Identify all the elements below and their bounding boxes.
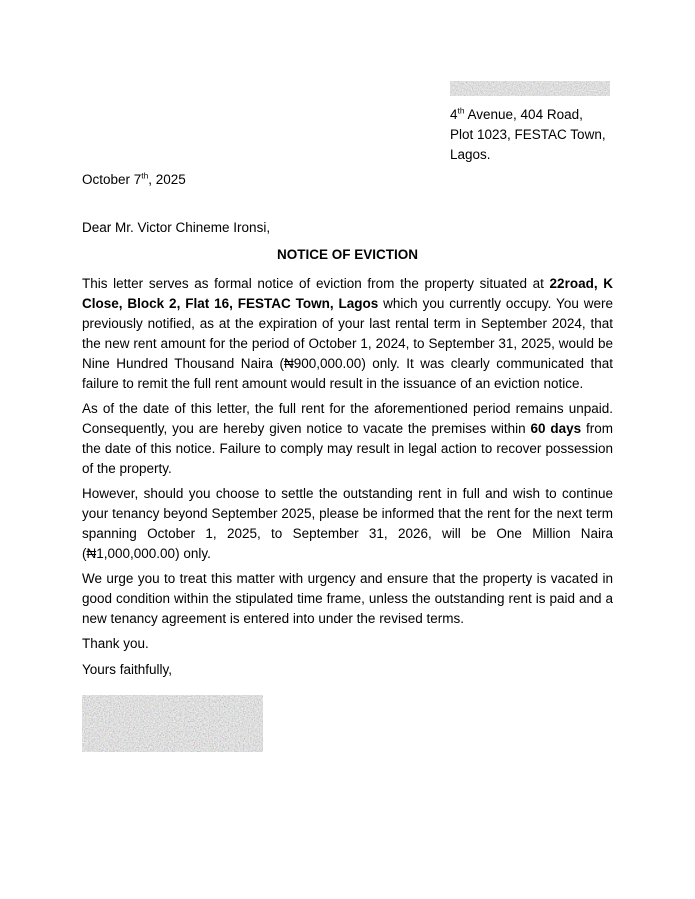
redacted-letterhead-stamp xyxy=(450,81,610,96)
redacted-signature-block xyxy=(82,695,263,752)
body-paragraph-3: However, should you choose to settle the outstanding rent in full and wish to continue your tenancy beyond September 2025, please be informed that the rent for the next term spanning October 1, 2025, to September 31, 2026, will be One Million Naira (₦1,000,000.00) only. xyxy=(82,486,613,561)
sender-address-line-1: 4th Avenue, 404 Road, xyxy=(450,105,583,122)
letter-title: NOTICE OF EVICTION xyxy=(276,247,418,262)
sender-address-line-3: Lagos. xyxy=(450,147,491,162)
salutation: Dear Mr. Victor Chineme Ironsi, xyxy=(82,220,271,235)
letter-date: October 7th, 2025 xyxy=(82,170,186,187)
closing-thanks: Thank you. xyxy=(82,636,149,651)
sender-address-line-2: Plot 1023, FESTAC Town, xyxy=(450,127,606,142)
sender-address xyxy=(450,105,613,165)
closing-valediction: Yours faithfully, xyxy=(82,662,173,677)
body-paragraph-2: As of the date of this letter, the full rent for the aforementioned period remains unpaid. Consequently, you are hereby given notice to vacate the premises within 60 days from the date of this notice. Failure to comply may result in legal action to recover possession of the property. xyxy=(82,401,613,476)
body-paragraph-1: This letter serves as formal notice of eviction from the property situated at 22road, K Close, Block 2, Flat 16, FESTAC Town, Lagos which you currently occupy. You were previously notified, as at the expiration of your last rental term in September 2024, that the new rent amount for the period of October 1, 2024, to September 31, 2025, would be Nine Hundred Thousand Naira (₦900,000.00) only. It was clearly communicated that failure to remit the full rent amount would result in the issuance of an eviction notice. xyxy=(82,276,613,391)
body-paragraph-4: We urge you to treat this matter with urgency and ensure that the property is vacated in good condition within the stipulated time frame, unless the outstanding rent is paid and a new tenancy agreement is entered into under the revised terms. xyxy=(82,571,613,626)
